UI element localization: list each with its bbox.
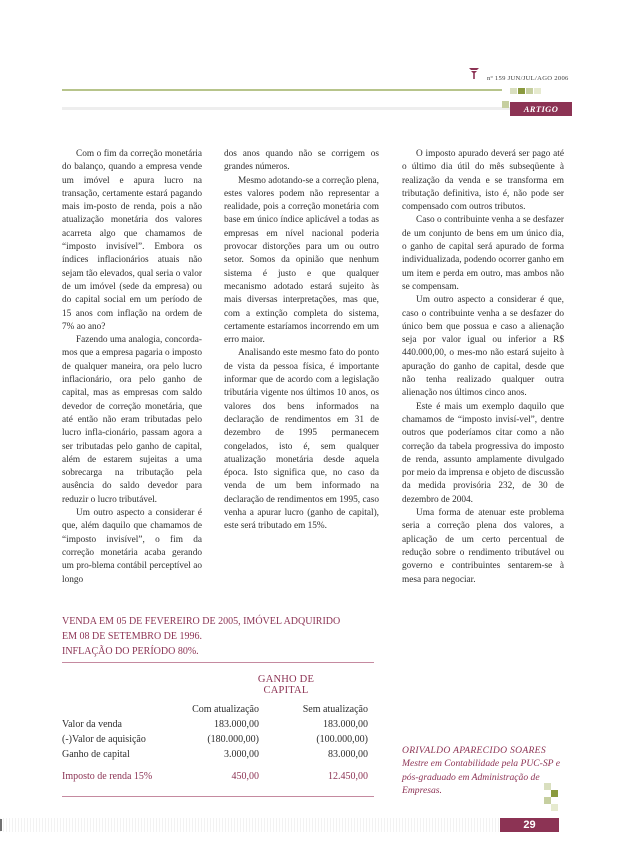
table-row	[62, 732, 374, 747]
text-column-2	[224, 148, 379, 534]
cell: 3.000,00	[224, 749, 259, 760]
paragraph: Uma forma de atenuar este problema seria a correção plena dos valores, a aplicação de um certo percentual de redução sobre o rendimento tributável ou governo e contribuintes sentarem-se à mesa para negociar.	[402, 508, 564, 585]
cell: 450,00	[231, 771, 259, 782]
text-column-3	[402, 148, 564, 587]
table-row	[62, 747, 374, 762]
paragraph: Caso o contribuinte venha a se desfazer de um conjunto de bens em um único dia, o ganho de capital será apurado de forma individualizada, podendo ocorrer ganho em um item e perda em outro, mas ambos não se compensam.	[402, 215, 564, 292]
cell: 183.000,00	[214, 719, 259, 730]
paragraph: Este é mais um exemplo daquilo que chamamos de “imposto invisí-vel”, dentre outros que poderíamos citar como a não correção da tabela progressiva do imposto de renda, assunto amplamente divulgado por meio da imprensa e objeto de discussão da medida provisória 232, de 30 de dezembro de 2004.	[402, 401, 564, 505]
magazine-logo-icon	[468, 66, 480, 80]
cell: (100.000,00)	[316, 734, 368, 745]
divider	[62, 796, 374, 797]
divider	[62, 662, 374, 663]
issue-label: nº 159 JUN/JUL/AGO 2006	[487, 75, 569, 82]
tax-row	[62, 769, 374, 784]
example-heading-line: VENDA EM 05 DE FEVEREIRO DE 2005, IMÓVEL ADQUIRIDO	[62, 616, 341, 627]
row-label: (-)Valor de aquisição	[62, 734, 146, 745]
table-title: GANHO DE CAPITAL	[257, 674, 315, 696]
paragraph: Com o fim da correção monetária do balanço, quando a empresa vende um imóvel e apura lucro na transação, certamente estará pagando mais im-posto de renda, pois a não atualização monetária dos valores acarreta algo que chamamos de “imposto invisível”. Embora os índices inflacionários atuais não sejam tão elevados, qual seria o valor de um imóvel (sede da empresa) ou do capital social em um período de 15 anos com inflação na ordem de 7% ao ano?	[62, 149, 202, 332]
example-heading-line: EM 08 DE SETEMBRO DE 1996.	[62, 631, 202, 642]
example-box	[56, 604, 378, 804]
cell: 183.000,00	[323, 719, 368, 730]
example-heading	[62, 614, 362, 659]
row-label: Ganho de capital	[62, 749, 130, 760]
cell: (180.000,00)	[207, 734, 259, 745]
page-number: 29	[500, 818, 559, 832]
section-label-row	[62, 103, 572, 115]
column-header: Com atualização	[192, 704, 259, 715]
text-column-1	[62, 148, 202, 587]
row-label: Imposto de renda 15%	[62, 771, 153, 782]
column-header: Sem atualização	[302, 704, 368, 715]
table-header-row	[62, 702, 374, 717]
paragraph: dos anos quando não se corrigem os grandes números.	[224, 149, 379, 173]
table-row	[62, 717, 374, 732]
paragraph: Fazendo uma analogia, concorda-mos que a empresa pagaria o imposto de qualquer maneira, ora pelo lucro inflacionário, ora pelo ganho de capital, mas as empresas com saldo devedor de correção monetária, que até então não eram tributadas pelo lucro infla-cionário, passam agora a ser tributadas pelo ganho de capital, além de estarem sujeitas a uma sobrecarga na tributação pela ausência do saldo devedor para reduzir o lucro tributável.	[62, 335, 202, 505]
example-heading-line: INFLAÇÃO DO PERÍODO 80%.	[62, 646, 199, 657]
paragraph: Analisando este mesmo fato do ponto de vista da pessoa física, é importante informar que de acordo com a legislação tributária vigente nos últimos 10 anos, os valores dos bens informados na declaração de rendimentos em 31 de dezembro de 1995 permanecem congelados, isto é, sem qualquer atualização monetária desde aquela época. Isto significa que, no caso da venda de um bem informado na declaração de rendimentos em 1995, caso venha a apurar lucro (ganho de capital), este será tributado em 15%.	[224, 348, 379, 532]
capital-gain-table	[62, 702, 374, 784]
decorative-squares	[544, 783, 564, 813]
author-bio: Mestre em Contabilidade pela PUC-SP e pós-graduado em Administração de Empresas.	[402, 758, 561, 796]
paragraph: Um outro aspecto a considerar é que, além daquilo que chamamos de “imposto invisível”, o fim da correção monetária acaba gerando um pro-blema contábil perceptível ao longo	[62, 508, 202, 585]
author-name: ORIVALDO APARECIDO SOARES	[402, 745, 546, 756]
section-label: ARTIGO	[510, 102, 572, 116]
row-label: Valor da venda	[62, 719, 122, 730]
paragraph: Um outro aspecto a considerar é que, caso o contribuinte venha a se desfazer do único bem que possua e caso a alienação seja por valor igual ou inferior a R$ 440.000,00, o mes-mo não estará sujeito à apuração do ganho de capital, desde que não tenha realizado qualquer outra alienação nos últimos cinco anos.	[402, 295, 564, 399]
paragraph: O imposto apurado deverá ser pago até o último dia útil do mês subseqüente à realização da venda e se transforma em tributação definitiva, isto é, não pode ser compensado com outros tributos.	[402, 149, 564, 213]
cell: 83.000,00	[328, 749, 368, 760]
footer-stripe	[0, 818, 500, 832]
cell: 12.450,00	[328, 771, 368, 782]
page-footer	[0, 818, 638, 832]
paragraph: Mesmo adotando-se a correção plena, estes valores podem não representar a realidade, pois a correção monetária com base em único índice aplicável a todas as empresas em nível nacional poderia provocar distorções para um ou outro setor. Somos da opinião que nenhum sistema é justo e que qualquer mecanismo adotado estará sujeito às mais diversas interpretações, mas que, com a extinção completa do sistema, certamente estaríamos incorrendo em um erro maior.	[224, 175, 379, 346]
header-decorative-bar	[62, 88, 572, 94]
